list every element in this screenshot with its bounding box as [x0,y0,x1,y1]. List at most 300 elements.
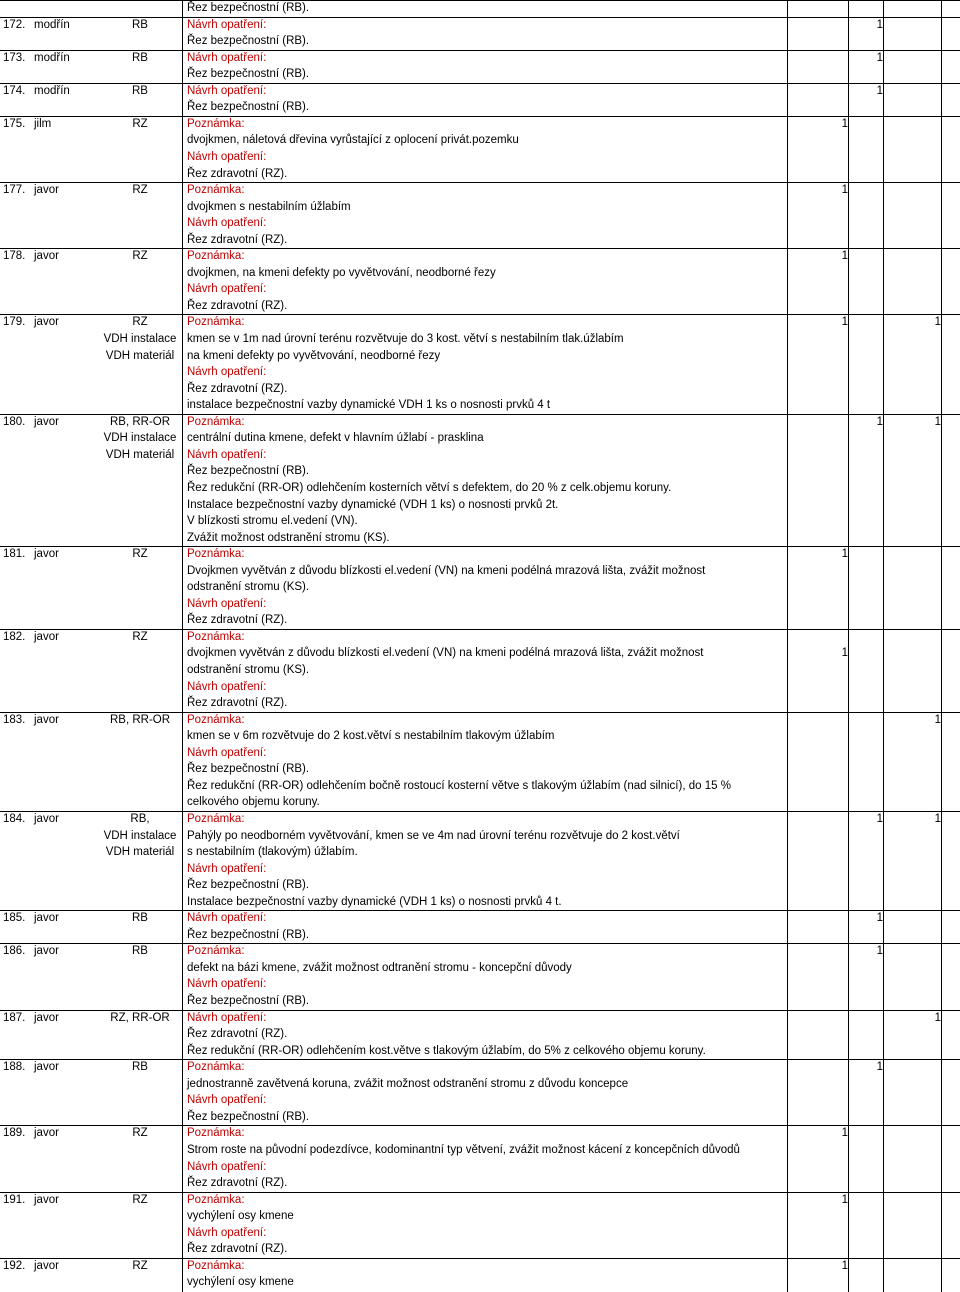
table-row [0,596,960,613]
record-separator [0,943,960,944]
count-col-2 [848,960,883,977]
table-row [0,1026,960,1043]
species [34,844,94,861]
table-row [0,66,960,83]
category: RB [132,18,148,31]
category: RZ [132,1259,148,1272]
note-text: Návrh opatření: [187,1011,267,1024]
table-row [0,645,960,662]
category [100,794,180,811]
table-row [0,248,960,265]
table-row [0,166,960,183]
species [34,1159,94,1176]
count-col-3 [883,331,941,348]
row-number: 174. [3,84,26,97]
category [100,530,180,547]
category [100,33,180,50]
category [100,1142,180,1159]
category [100,927,180,944]
table-row [0,480,960,497]
category [100,1175,180,1192]
count-col-2 [848,1026,883,1043]
category: RB [132,84,148,97]
count-col-2 [848,695,883,712]
table-row [0,1175,960,1192]
count-col-1 [790,728,848,745]
count-col-1 [790,298,848,315]
species [34,99,94,116]
table-row [0,894,960,911]
note-text: Poznámka: [187,250,245,263]
note-text: Poznámka: [187,184,245,197]
count-col-1 [790,927,848,944]
species [34,166,94,183]
record-separator [0,1258,960,1259]
species [34,728,94,745]
note-text: Poznámka: [187,630,245,643]
count-col-3: 1 [934,713,941,726]
count-col-1 [790,1241,848,1258]
count-col-2 [848,397,883,414]
table-row [0,794,960,811]
row-number: 191. [3,1193,26,1206]
count-col-3 [883,463,941,480]
species [34,33,94,50]
record-separator [0,17,960,18]
count-col-2 [848,463,883,480]
count-col-3 [883,530,941,547]
count-col-3: 1 [934,1011,941,1024]
category [100,894,180,911]
table-row [0,629,960,646]
species [34,1109,94,1126]
category: VDH instalace [103,829,177,842]
species [34,132,94,149]
note-text: Řez redukční (RR-OR) odlehčením kost.větve s tlakovým úžlabím, do 5% z celkového objemu koruny. [187,1044,706,1057]
count-col-2 [848,232,883,249]
note-text: Pahýly po neodborném vyvětvování, kmen se ve 4m nad úrovní terénu rozvětvuje do 2 kost.větví [187,829,680,842]
count-col-3 [883,166,941,183]
note-text: Návrh opatření: [187,366,267,379]
count-col-1 [790,17,848,34]
count-col-1 [790,828,848,845]
count-col-3 [883,877,941,894]
note-text: Řez zdravotní (RZ). [187,382,288,395]
category [100,728,180,745]
count-col-2 [848,761,883,778]
species [34,298,94,315]
category [100,778,180,795]
count-col-3 [883,83,941,100]
record-separator [0,1125,960,1126]
count-col-1 [790,1076,848,1093]
count-col-1: 1 [841,1127,848,1140]
category [100,861,180,878]
count-col-2 [848,530,883,547]
count-col-2 [848,513,883,530]
count-col-2: 1 [876,84,883,97]
count-col-2 [848,579,883,596]
table-row [0,17,960,34]
species [34,579,94,596]
table-row [0,348,960,365]
category [100,563,180,580]
count-col-1 [790,811,848,828]
count-col-3 [883,761,941,778]
note-text: Řez zdravotní (RZ). [187,614,288,627]
row-number: 181. [3,548,26,561]
count-col-3 [883,17,941,34]
note-text: Řez zdravotní (RZ). [187,1028,288,1041]
count-col-1 [790,1274,848,1291]
count-col-3 [883,745,941,762]
count-col-3 [883,1092,941,1109]
table-row [0,728,960,745]
table-row [0,563,960,580]
note-text: celkového objemu koruny. [187,796,320,809]
table-row [0,497,960,514]
count-col-3 [883,430,941,447]
row-number: 175. [3,117,26,130]
count-col-2 [848,1274,883,1291]
count-col-1 [790,364,848,381]
note-text: Návrh opatření: [187,51,267,64]
count-col-2 [848,844,883,861]
count-col-1 [790,1043,848,1060]
species [34,530,94,547]
category [100,1225,180,1242]
category [100,215,180,232]
count-col-2 [848,861,883,878]
count-col-2 [848,828,883,845]
record-separator [0,1059,960,1060]
note-text: instalace bezpečnostní vazby dynamické VDH 1 ks o nosnosti prvků 4 t [187,399,551,412]
table-row [0,1142,960,1159]
count-col-3 [883,513,941,530]
count-col-1 [790,712,848,729]
count-col-2 [848,712,883,729]
table-row [0,910,960,927]
count-col-2 [848,1076,883,1093]
count-col-3: 1 [934,316,941,329]
species [34,761,94,778]
table-row [0,1274,960,1291]
count-col-2 [848,364,883,381]
category [100,232,180,249]
species: javor [34,1061,59,1074]
table-row [0,314,960,331]
note-text: Řez bezpečnostní (RB). [187,1110,310,1123]
count-col-1 [790,778,848,795]
species [34,149,94,166]
category [100,265,180,282]
species [34,281,94,298]
count-col-3 [883,993,941,1010]
species: javor [34,250,59,263]
table-row [0,1010,960,1027]
count-col-2 [848,612,883,629]
table-row [0,397,960,414]
row-number: 192. [3,1259,26,1272]
count-col-1 [790,695,848,712]
count-col-2 [848,894,883,911]
count-col-1 [790,1142,848,1159]
species: javor [34,184,59,197]
category [100,281,180,298]
count-col-1 [790,33,848,50]
count-col-2 [848,1043,883,1060]
count-col-1 [790,1109,848,1126]
table-row [0,414,960,431]
table-row [0,761,960,778]
count-col-2 [848,1192,883,1209]
count-col-2 [848,745,883,762]
count-col-1: 1 [841,1259,848,1272]
category [100,1109,180,1126]
category: VDH materiál [105,448,175,461]
category: RZ [132,1193,148,1206]
row-number: 185. [3,912,26,925]
species [34,447,94,464]
note-text: s nestabilním (tlakovým) úžlabím. [187,846,358,859]
note-text: na kmeni defekty po vyvětvování, neodborné řezy [187,349,441,362]
category [100,1241,180,1258]
species [34,364,94,381]
count-col-1 [790,463,848,480]
count-col-2 [848,1142,883,1159]
count-col-1: 1 [841,250,848,263]
count-col-1 [790,530,848,547]
species [34,976,94,993]
note-text: Návrh opatření: [187,978,267,991]
note-text: Řez zdravotní (RZ). [187,697,288,710]
species [34,1142,94,1159]
species [34,1043,94,1060]
table-row [0,1192,960,1209]
count-col-2 [848,182,883,199]
table-row [0,1208,960,1225]
species: javor [34,630,59,643]
category: RB [132,51,148,64]
category [100,199,180,216]
table-row [0,298,960,315]
note-text: Dvojkmen vyvětván z důvodu blízkosti el.vedení (VN) na kmeni podélná mrazová lišta, zvážit možnost [187,564,706,577]
note-text: Poznámka: [187,713,245,726]
count-col-2 [848,149,883,166]
category: RZ, RR-OR [110,1011,170,1024]
species [34,1208,94,1225]
count-col-2 [848,1010,883,1027]
count-col-2 [848,447,883,464]
note-text: Návrh opatření: [187,84,267,97]
count-col-2: 1 [876,912,883,925]
category [100,497,180,514]
count-col-3 [883,447,941,464]
count-col-1 [790,414,848,431]
table-row [0,232,960,249]
table-row [0,662,960,679]
note-text: vychýlení osy kmene [187,1210,294,1223]
category [100,513,180,530]
category [100,1076,180,1093]
count-col-2 [848,248,883,265]
count-col-3 [883,348,941,365]
species [34,877,94,894]
species [34,778,94,795]
category [100,99,180,116]
category [100,0,180,17]
category [100,463,180,480]
row-number: 179. [3,316,26,329]
note-text: dvojkmen s nestabilním úžlabím [187,200,351,213]
note-text: Řez zdravotní (RZ). [187,167,288,180]
species: modřín [34,18,70,31]
count-col-2 [848,33,883,50]
record-separator [0,50,960,51]
count-col-3 [883,927,941,944]
species [34,894,94,911]
species: modřín [34,84,70,97]
note-text: Poznámka: [187,316,245,329]
count-col-2 [848,778,883,795]
table-row [0,778,960,795]
count-col-1 [790,1159,848,1176]
table-row [0,546,960,563]
note-text: Řez bezpečnostní (RB). [187,995,310,1007]
count-col-3 [883,794,941,811]
count-col-3: 1 [934,812,941,825]
table-row [0,381,960,398]
species [34,480,94,497]
species [34,1274,94,1291]
category: RZ [132,184,148,197]
count-col-1 [790,50,848,67]
table-row [0,447,960,464]
species [34,430,94,447]
note-text: Poznámka: [187,1061,245,1074]
species [34,612,94,629]
category: VDH materiál [105,349,175,362]
count-col-2 [848,480,883,497]
count-col-1 [790,745,848,762]
note-text: Řez bezpečnostní (RB). [187,2,310,14]
note-text: Řez zdravotní (RZ). [187,233,288,246]
count-col-1 [790,1092,848,1109]
count-col-2 [848,728,883,745]
count-col-3 [883,894,941,911]
count-col-3 [883,844,941,861]
table-row [0,695,960,712]
category [100,579,180,596]
table-row [0,116,960,133]
count-col-1 [790,993,848,1010]
count-col-3 [883,1026,941,1043]
table-row [0,149,960,166]
record-separator [0,910,960,911]
species [34,215,94,232]
category [100,1274,180,1291]
species [34,331,94,348]
species [34,265,94,282]
note-text: Poznámka: [187,1193,245,1206]
species [34,745,94,762]
category [100,132,180,149]
category: VDH instalace [103,432,177,445]
count-col-3 [883,596,941,613]
count-col-1: 1 [841,1193,848,1206]
table-row [0,679,960,696]
note-text: Návrh opatření: [187,448,267,461]
category [100,877,180,894]
table-row [0,1043,960,1060]
count-col-3 [883,695,941,712]
species [34,397,94,414]
note-text: Návrh opatření: [187,1094,267,1107]
table-row [0,33,960,50]
count-col-3 [883,1175,941,1192]
count-col-3 [883,116,941,133]
count-col-1 [790,265,848,282]
note-text: Poznámka: [187,117,245,130]
count-col-2 [848,1258,883,1275]
count-col-1 [790,662,848,679]
record-separator [0,83,960,84]
category: RZ [132,117,148,130]
count-col-1 [790,794,848,811]
count-col-3 [883,1059,941,1076]
species [34,828,94,845]
category [100,679,180,696]
record-separator [0,712,960,713]
category: RZ [132,630,148,643]
count-col-3 [883,298,941,315]
category: RZ [132,250,148,263]
note-text: Řez zdravotní (RZ). [187,1177,288,1190]
count-col-2 [848,679,883,696]
category: RB, [130,812,150,825]
species [34,513,94,530]
count-col-2 [848,281,883,298]
count-col-1 [790,943,848,960]
count-col-2: 1 [876,945,883,958]
category [100,695,180,712]
note-text: Návrh opatření: [187,680,267,693]
count-col-2 [848,265,883,282]
count-col-1 [790,99,848,116]
count-col-3 [883,199,941,216]
note-text: kmen se v 1m nad úrovní terénu rozvětvuje do 3 kost. větví s nestabilním tlak.úžlabím [187,333,624,345]
count-col-2 [848,99,883,116]
count-col-3 [883,1109,941,1126]
count-col-3 [883,265,941,282]
category [100,1208,180,1225]
count-col-1 [790,0,848,17]
count-col-3 [883,33,941,50]
note-text: Řez zdravotní (RZ). [187,299,288,312]
count-col-1 [790,232,848,249]
note-text: Návrh opatření: [187,862,267,875]
note-text: Návrh opatření: [187,150,267,163]
count-col-2 [848,877,883,894]
species [34,199,94,216]
count-col-1 [790,1208,848,1225]
row-number: 187. [3,1011,26,1024]
record-separator [0,629,960,630]
count-col-2 [848,645,883,662]
category [100,612,180,629]
note-text: kmen se v 6m rozvětvuje do 2 kost.větví s nestabilním tlakovým úžlabím [187,730,555,743]
category: RZ [132,548,148,561]
